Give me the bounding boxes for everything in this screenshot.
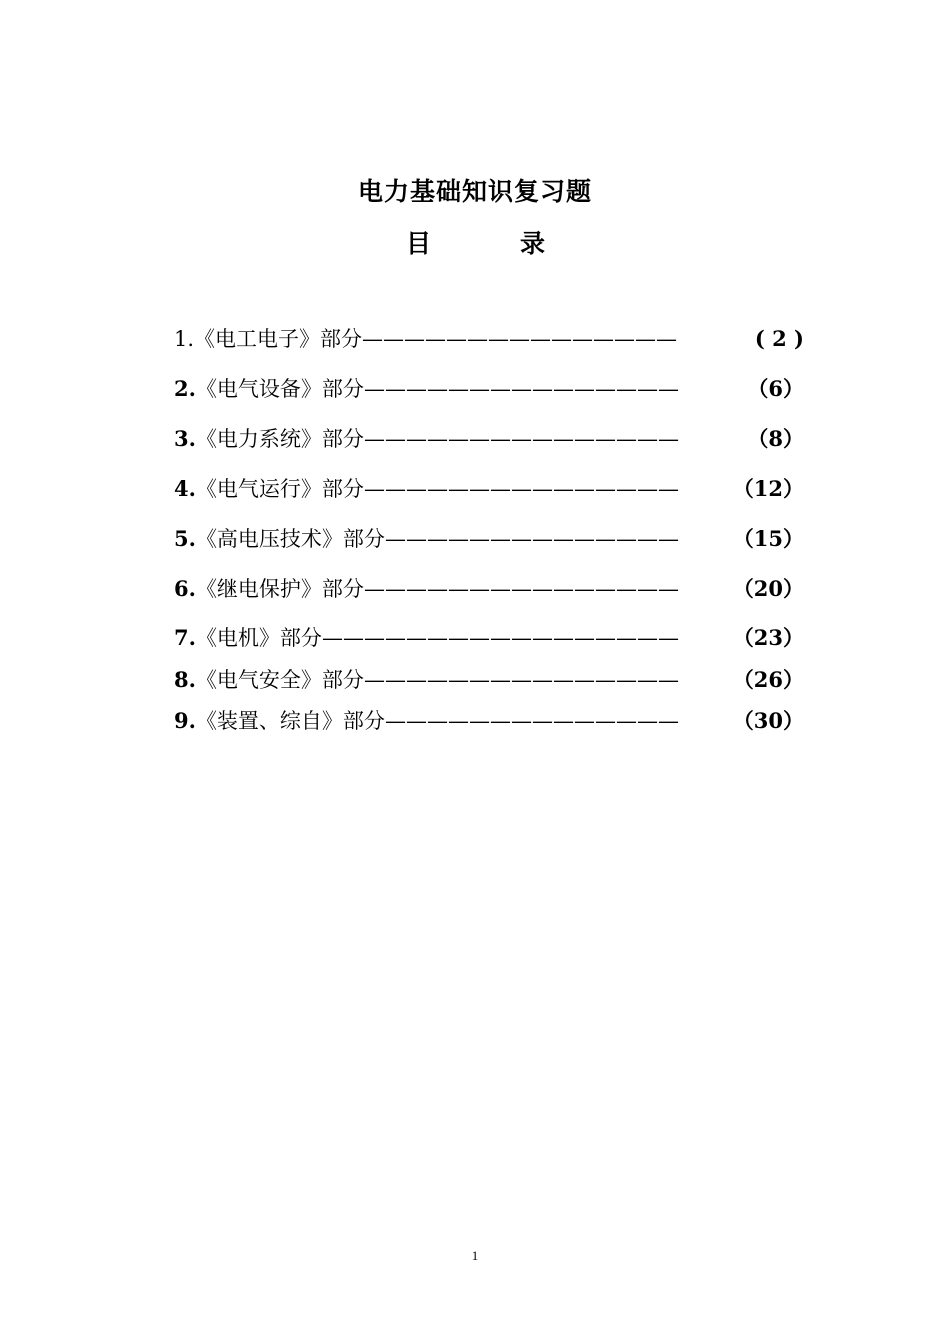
toc-entry-leader: ——————————————— bbox=[363, 477, 679, 501]
toc-entry-leader: —————————————— bbox=[384, 709, 679, 733]
toc-heading-left: 目 bbox=[406, 229, 432, 258]
toc-entry-page: （30） bbox=[732, 708, 804, 733]
toc-entry-2[interactable] bbox=[174, 374, 804, 404]
toc-entry-number: 9. bbox=[174, 708, 196, 733]
toc-entry-title: 《继电保护》部分 bbox=[195, 577, 364, 601]
toc-entry-7[interactable] bbox=[174, 623, 804, 653]
toc-entry-page: ( 2 ) bbox=[754, 326, 804, 351]
toc-entry-number: 6. bbox=[174, 576, 196, 601]
toc-entry-title: 《电气运行》部分 bbox=[195, 477, 364, 501]
toc-entry-leader: ——————————————— bbox=[363, 427, 679, 451]
toc-entry-3[interactable] bbox=[174, 424, 804, 454]
toc-entry-title: 《高电压技术》部分 bbox=[195, 527, 385, 551]
toc-entry-page: （23） bbox=[732, 625, 804, 650]
toc-entry-9[interactable] bbox=[174, 706, 804, 736]
toc-entry-1[interactable] bbox=[174, 324, 804, 354]
toc-entry-number: 8. bbox=[174, 667, 196, 692]
toc-entry-leader: ——————————————— bbox=[363, 577, 679, 601]
toc-entry-title: 《电机》部分 bbox=[195, 626, 322, 650]
toc-entry-page: （26） bbox=[732, 667, 804, 692]
toc-entry-6[interactable] bbox=[174, 574, 804, 604]
toc-heading-right: 录 bbox=[520, 229, 546, 258]
toc-entry-number: 4. bbox=[174, 476, 196, 501]
toc-entry-title: 《电气安全》部分 bbox=[195, 668, 364, 692]
document-title: 电力基础知识复习题 bbox=[357, 177, 592, 206]
toc-entry-title: 《电气设备》部分 bbox=[195, 377, 364, 401]
toc-entry-title: 《装置、综自》部分 bbox=[195, 709, 385, 733]
toc-entry-4[interactable] bbox=[174, 474, 804, 504]
toc-entry-number: 3. bbox=[174, 426, 196, 451]
toc-entry-leader: ——————————————— bbox=[363, 668, 679, 692]
footer-page-number: 1 bbox=[471, 1248, 479, 1263]
toc-entry-leader: —————————————— bbox=[384, 527, 679, 551]
toc-entry-leader: ——————————————— bbox=[363, 377, 679, 401]
toc-entry-leader: ————————————————— bbox=[321, 626, 679, 650]
toc-entry-number: 7. bbox=[174, 625, 196, 650]
toc-entry-number: 1. bbox=[174, 327, 195, 351]
toc-entry-page: （20） bbox=[732, 576, 804, 601]
toc-entry-page: （6） bbox=[747, 376, 804, 401]
toc-entry-8[interactable] bbox=[174, 665, 804, 695]
toc-entry-5[interactable] bbox=[174, 524, 804, 554]
toc-entry-title: 《电工电子》部分 bbox=[194, 327, 363, 351]
toc-entry-page: （12） bbox=[732, 476, 804, 501]
toc-entry-number: 5. bbox=[174, 526, 196, 551]
toc-entry-page: （15） bbox=[732, 526, 804, 551]
toc-entry-title: 《电力系统》部分 bbox=[195, 427, 364, 451]
toc-entry-leader: ——————————————— bbox=[362, 327, 678, 351]
toc-entry-page: （8） bbox=[747, 426, 804, 451]
toc-entry-number: 2. bbox=[174, 376, 196, 401]
